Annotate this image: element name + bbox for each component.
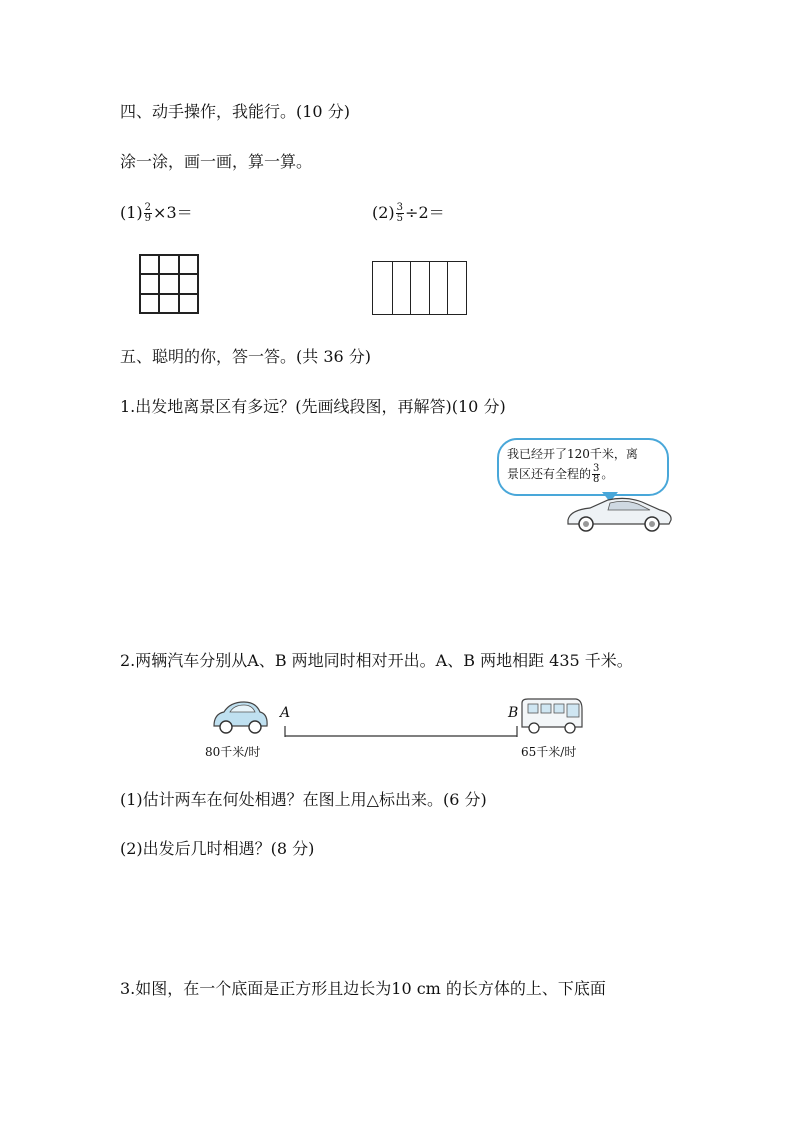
q2-prefix: (2): [372, 203, 395, 222]
question-5-1: 1.出发地离景区有多远？(先画线段图，再解答)(10 分): [120, 397, 506, 416]
grid-cell: [373, 262, 392, 314]
fraction-3-8: [592, 464, 600, 485]
grid-cell: [410, 262, 429, 314]
fraction-3-5: [396, 203, 404, 224]
small-car-icon: [210, 698, 270, 738]
grid-cell: [159, 255, 178, 274]
fraction-numerator: 3: [396, 202, 404, 213]
q1-prefix: (1): [120, 203, 143, 222]
question-5-2-2: (2)出发后几时相遇？(8 分): [120, 839, 315, 858]
grid-cell: [392, 262, 411, 314]
fraction-numerator: 3: [593, 463, 600, 474]
distance-segment: [284, 722, 518, 738]
speech-bubble: [497, 438, 669, 496]
question-5-3: 3.如图，在一个底面是正方形且边长为10 cm 的长方体的上、下底面: [120, 979, 606, 998]
label-b: B: [508, 705, 519, 721]
speed-right: 65千米/时: [521, 745, 577, 759]
question-4-2: [372, 200, 445, 224]
grid-cell: [429, 262, 448, 314]
section-4-instruction: 涂一涂，画一画，算一算。: [120, 152, 313, 171]
grid-cell: [140, 294, 159, 313]
fraction-denominator: 9: [144, 213, 152, 224]
question-4-1: [120, 200, 193, 224]
grid-cell: [179, 294, 198, 313]
speed-left: 80千米/时: [205, 745, 261, 759]
fraction-denominator: 5: [396, 213, 404, 224]
fraction-numerator: 2: [144, 202, 152, 213]
grid-cell: [179, 274, 198, 293]
fraction-denominator: 8: [593, 474, 600, 485]
bubble-line-1: 我已经开了120千米，离: [507, 447, 638, 461]
sports-car-icon: [564, 494, 674, 534]
grid-cell: [159, 274, 178, 293]
question-5-2: 2.两辆汽车分别从A、B 两地同时相对开出。A、B 两地相距 435 千米。: [120, 651, 633, 670]
fraction-2-9: [144, 203, 152, 224]
grid-cell: [447, 262, 466, 314]
bubble-line-2-text: 景区还有全程的: [507, 467, 592, 481]
grid-cell: [140, 255, 159, 274]
label-a: A: [280, 705, 291, 721]
grid-3x3: [139, 254, 199, 314]
bubble-line-2: [507, 464, 659, 485]
grid-1x5: [372, 261, 467, 315]
section-4-title: 四、动手操作，我能行。(10 分): [120, 102, 350, 121]
question-5-2-1: (1)估计两车在何处相遇？在图上用△标出来。(6 分): [120, 790, 487, 809]
q2-rest: ÷2＝: [405, 203, 445, 222]
bus-icon: [520, 697, 584, 737]
grid-cell: [140, 274, 159, 293]
q1-rest: ×3＝: [153, 203, 193, 222]
bubble-period: 。: [601, 467, 614, 481]
grid-cell: [179, 255, 198, 274]
section-5-title: 五、聪明的你，答一答。(共 36 分): [120, 347, 372, 366]
grid-cell: [159, 294, 178, 313]
